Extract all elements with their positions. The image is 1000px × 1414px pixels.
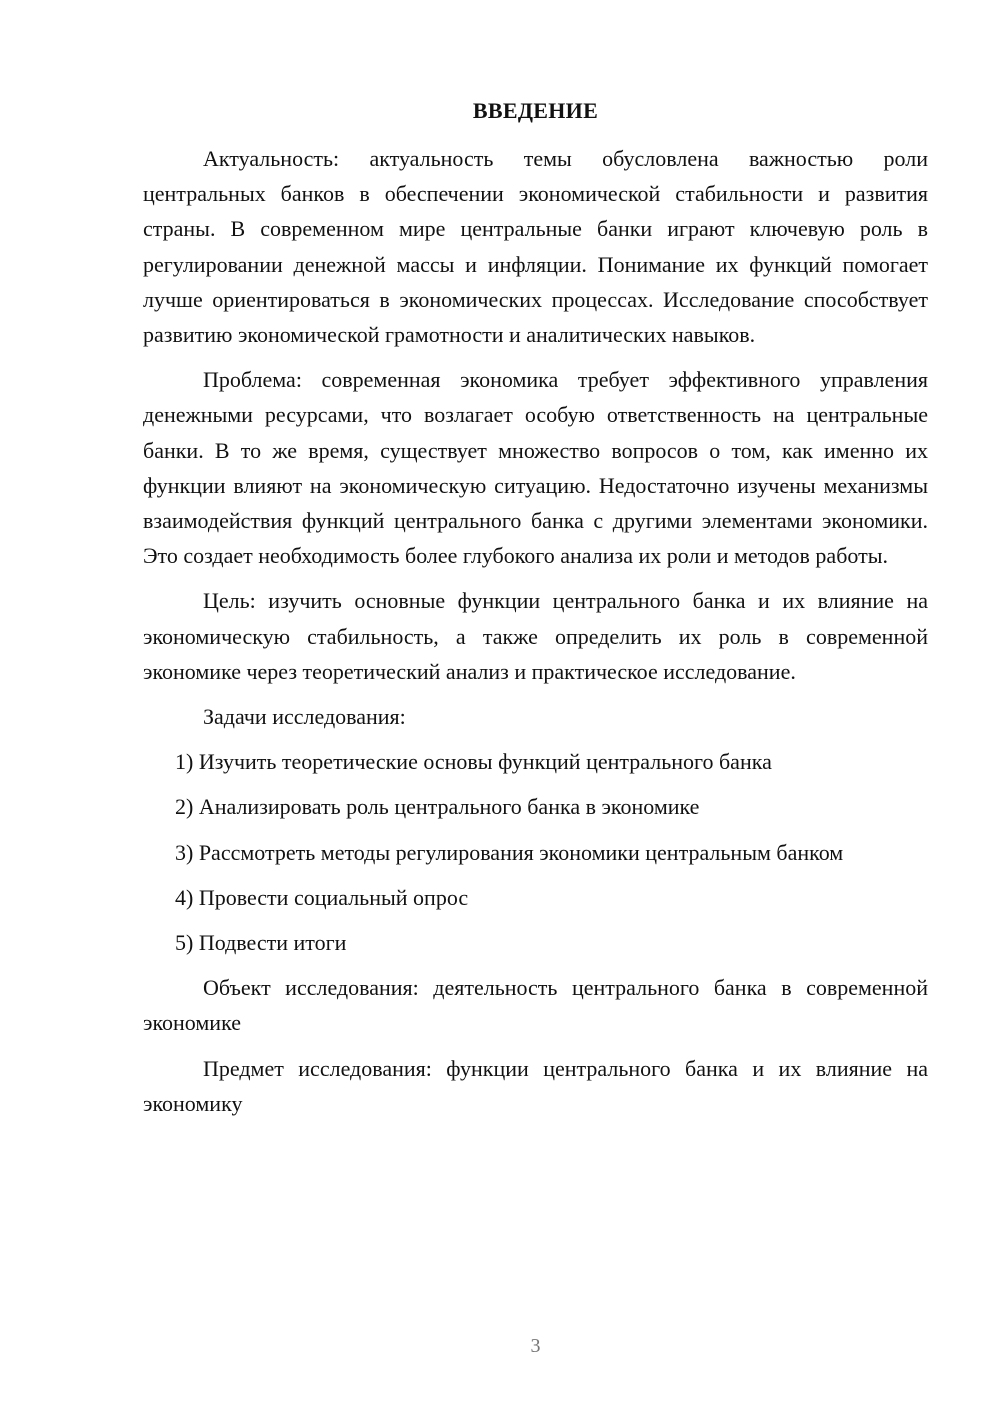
document-body xyxy=(143,141,928,1131)
paragraph-subject: Предмет исследования: функции центрального банка и их влияние на экономику xyxy=(143,1055,928,1116)
paragraph-tasks-heading: Задачи исследования: xyxy=(203,704,406,730)
paragraph-relevance: Актуальность: актуальность темы обусловлена важностью роли центральных банков в обеспечении экономической стабильности и развития страны. В современном мире центральные банки играют ключевую роль в регулировании денежной массы и инфляции. Понимание их функций помогает лучше ориентироваться в экономических процессах. Исследование способствует развитию экономической грамотности и аналитических навыков. xyxy=(143,146,928,348)
task-item: 3) Рассмотреть методы регулирования экономики центральным банком xyxy=(175,839,844,865)
task-item: 5) Подвести итоги xyxy=(175,930,347,956)
task-item: 1) Изучить теоретические основы функций центрального банка xyxy=(175,749,772,775)
task-item: 4) Провести социальный опрос xyxy=(175,884,469,910)
paragraph-object: Объект исследования: деятельность центрального банка в современной экономике xyxy=(143,975,928,1036)
task-item: 2) Анализировать роль центрального банка в экономике xyxy=(175,794,700,820)
page-number: 3 xyxy=(530,1335,541,1357)
paragraph-problem: Проблема: современная экономика требует эффективного управления денежными ресурсами, что возлагает особую ответственность на центральные банки. В то же время, существует множество вопросов о том, как именно их функции влияют на экономическую ситуацию. Недостаточно изучены механизмы взаимодействия функций центрального банка с другими элементами экономики. Это создает необходимость более глубокого анализа их роли и методов работы. xyxy=(143,367,928,569)
paragraph-goal: Цель: изучить основные функции центрального банка и их влияние на экономическую стабильность, а также определить их роль в современной экономике через теоретический анализ и практическое исследование. xyxy=(143,588,928,684)
page-title: ВВЕДЕНИЕ xyxy=(472,98,599,123)
